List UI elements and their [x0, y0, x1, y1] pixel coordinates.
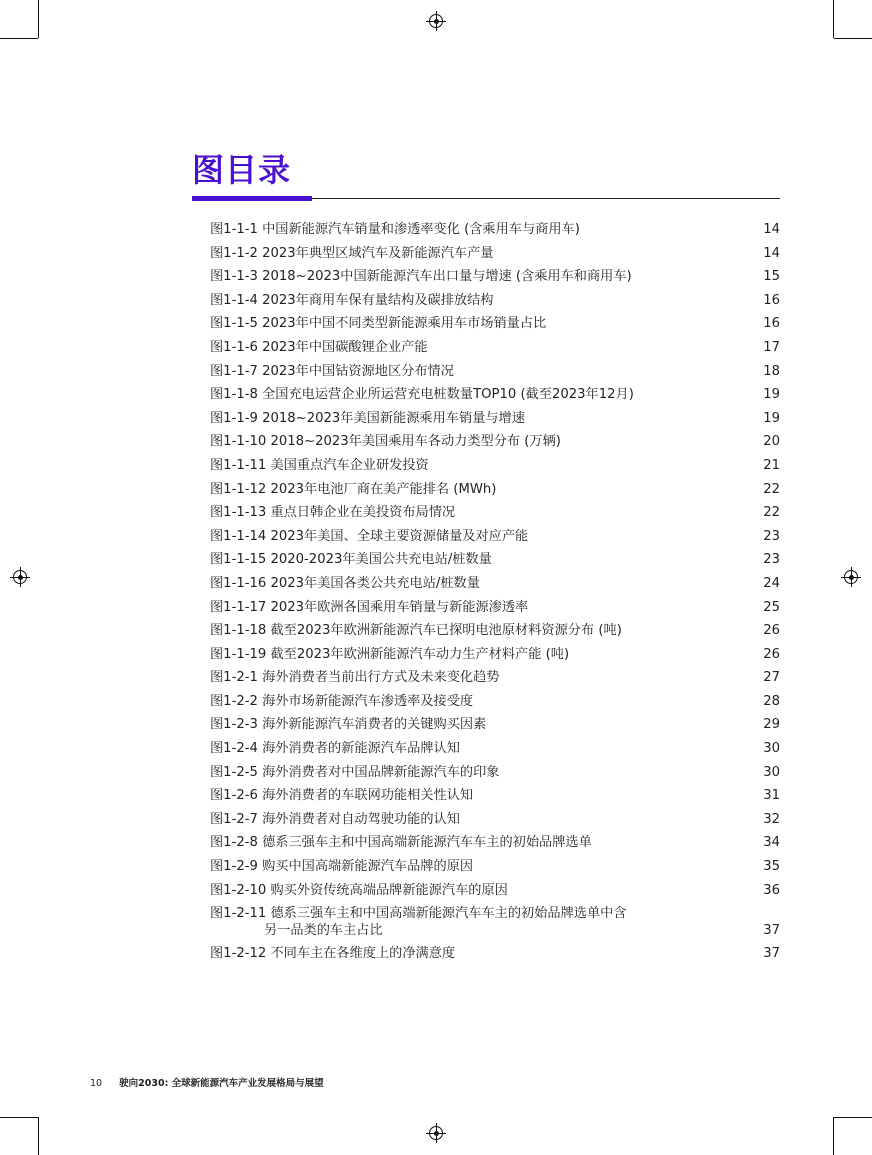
toc-entry[interactable]: [210, 289, 780, 313]
registration-mark-icon: [844, 570, 858, 584]
toc-entry-title: 2018~2023年美国新能源乘用车销量与增速: [262, 410, 525, 426]
toc-entry-number: 图1-2-9: [210, 859, 258, 875]
title-accent-bar: [192, 196, 312, 201]
toc-entry[interactable]: [210, 525, 780, 549]
toc-entry-page: 26: [763, 623, 780, 639]
toc-entry-number: 图1-1-8: [210, 387, 258, 403]
toc-entry-page: 36: [763, 882, 780, 898]
toc-entry-page: 31: [763, 788, 780, 804]
toc-entry[interactable]: [210, 572, 780, 596]
toc-entry[interactable]: [210, 218, 780, 242]
toc-entry-number: 图1-2-8: [210, 835, 258, 851]
toc-entry-page: 18: [763, 363, 780, 379]
toc-entry[interactable]: [210, 383, 780, 407]
toc-entry-number: 图1-1-13: [210, 505, 267, 521]
toc-entry-title: 2023年美国、全球主要资源储量及对应产能: [270, 528, 529, 544]
toc-entry-number: 图1-2-7: [210, 811, 258, 827]
toc-entry-page: 34: [763, 835, 780, 851]
toc-entry-number: 图1-1-2: [210, 245, 258, 261]
toc-entry-label: [210, 407, 750, 431]
toc-entry-label: [210, 548, 750, 572]
toc-entry-label: [210, 478, 750, 502]
toc-entry[interactable]: [210, 454, 780, 478]
toc-entry-label: [210, 218, 750, 242]
toc-entry-page: 16: [763, 292, 780, 308]
toc-entry-page: 14: [763, 245, 780, 261]
toc-entry[interactable]: [210, 312, 780, 336]
toc-entry-label: [210, 572, 750, 596]
toc-entry-number: 图1-2-1: [210, 670, 258, 686]
toc-entry-title: 2023年典型区域汽车及新能源汽车产量: [262, 245, 494, 261]
toc-entry[interactable]: [210, 407, 780, 431]
registration-mark-icon: [429, 14, 443, 28]
toc-entry-page: 30: [763, 764, 780, 780]
registration-mark-icon: [13, 570, 27, 584]
toc-entry-number: 图1-2-3: [210, 717, 258, 733]
toc-entry-title: 2018~2023年美国乘用车各动力类型分布 (万辆): [270, 434, 561, 450]
toc-entry-label: [210, 336, 750, 360]
toc-entry-title: 重点日韩企业在美投资布局情况: [270, 505, 456, 521]
toc-entry-number: 图1-1-9: [210, 410, 258, 426]
toc-entry-label: [210, 713, 750, 737]
toc-entry-page: 28: [763, 693, 780, 709]
toc-entry-title: 购买中国高端新能源汽车品牌的原因: [262, 859, 474, 875]
toc-entry-title: 海外消费者对中国品牌新能源汽车的印象: [262, 764, 500, 780]
toc-entry-number: 图1-1-5: [210, 316, 258, 332]
toc-entry-page: 26: [763, 646, 780, 662]
toc-entry-page: 14: [763, 222, 780, 237]
toc-entry-number: 图1-1-17: [210, 599, 267, 615]
toc-entry-number: 图1-2-6: [210, 788, 258, 804]
registration-mark-icon: [429, 1126, 443, 1140]
toc-entry-number: 图1-1-4: [210, 292, 258, 308]
toc-entry-label: [210, 596, 750, 620]
toc-entry-page: 29: [763, 717, 780, 733]
toc-entry-number: 图1-1-18: [210, 623, 267, 639]
toc-entry-page: 22: [763, 481, 780, 497]
toc-entry-title: 2023年中国不同类型新能源乘用车市场销量占比: [262, 316, 547, 332]
toc-entry-title: 2023年电池厂商在美产能排名 (MWh): [270, 481, 497, 497]
toc-entry-label: [210, 831, 750, 855]
toc-entry-number: 图1-2-2: [210, 693, 258, 709]
toc-entry-number: 图1-2-5: [210, 764, 258, 780]
toc-entry[interactable]: [210, 643, 780, 667]
toc-entry-page: 20: [763, 434, 780, 450]
toc-entry-title: 2023年中国碳酸锂企业产能: [262, 339, 428, 355]
toc-entry[interactable]: [210, 831, 780, 855]
toc-entry[interactable]: [210, 336, 780, 360]
toc-entry-page: 23: [763, 528, 780, 544]
toc-entry-number: 图1-1-1: [210, 222, 258, 237]
toc-entry[interactable]: [210, 902, 780, 942]
toc-entry-number: 图1-1-14: [210, 528, 267, 544]
toc-entry-title: 美国重点汽车企业研发投资: [270, 457, 429, 473]
toc-entry-label: [210, 690, 750, 714]
toc-entry-number: 图1-1-16: [210, 575, 267, 591]
crop-mark-tr-h: [834, 38, 872, 39]
toc-entry-label: [210, 289, 750, 313]
toc-entry-number: 图1-1-12: [210, 481, 267, 497]
toc-entry-title: 中国新能源汽车销量和渗透率变化 (含乘用车与商用车): [262, 222, 580, 237]
toc-entry-title: 2023年商用车保有量结构及碳排放结构: [262, 292, 494, 308]
toc-entry-title: 海外新能源汽车消费者的关键购买因素: [262, 717, 487, 733]
page-footer: [90, 1075, 324, 1089]
toc-entry-title: 德系三强车主和中国高端新能源汽车车主的初始品牌选单: [262, 835, 592, 851]
toc-entry-title: 海外消费者对自动驾驶功能的认知: [262, 811, 460, 827]
toc-entry-page: 32: [763, 811, 780, 827]
toc-entry-page: 16: [763, 316, 780, 332]
toc-entry-label: [210, 242, 750, 266]
toc-entry[interactable]: [210, 879, 780, 903]
toc-entry-number: 图1-1-3: [210, 269, 258, 285]
toc-entry-title: 2018~2023中国新能源汽车出口量与增速 (含乘用车和商用车): [262, 269, 632, 285]
toc-entry-title: 截至2023年欧洲新能源汽车动力生产材料产能 (吨): [270, 646, 570, 662]
crop-mark-tr-v: [833, 0, 834, 38]
toc-entry-label: [210, 312, 750, 336]
toc-entry-title: 购买外资传统高端品牌新能源汽车的原因: [270, 882, 508, 898]
crop-mark-br-h: [834, 1117, 872, 1118]
toc-entry-title: 2023年美国各类公共充电站/桩数量: [270, 575, 480, 591]
toc-entry-page: 22: [763, 505, 780, 521]
toc-entry[interactable]: [210, 596, 780, 620]
toc-entry-label: [210, 360, 750, 384]
toc-entry[interactable]: [210, 808, 780, 832]
toc-entry-number: 图1-1-15: [210, 552, 267, 568]
toc-entry-title: 2020-2023年美国公共充电站/桩数量: [270, 552, 492, 568]
toc-entry-page: 15: [763, 269, 780, 285]
toc-entry-label: [210, 879, 750, 903]
toc-entry-page: 24: [763, 575, 780, 591]
toc-entry-label: [210, 666, 750, 690]
toc-entry-label: [210, 265, 750, 289]
toc-entry-page: 17: [763, 339, 780, 355]
toc-entry[interactable]: [210, 265, 780, 289]
toc-entry-number: 图1-1-6: [210, 339, 258, 355]
toc-entry-title: 2023年欧洲各国乘用车销量与新能源渗透率: [270, 599, 529, 615]
toc-entry-page: 37: [763, 922, 780, 938]
crop-mark-tl-h: [0, 38, 38, 39]
toc-entry-number: 图1-1-19: [210, 646, 267, 662]
toc-entry[interactable]: [210, 619, 780, 643]
toc-entry[interactable]: [210, 501, 780, 525]
footer-report-title: 驶向2030: 全球新能源汽车产业发展格局与展望: [119, 1078, 324, 1089]
toc-entry-title: 海外消费者的新能源汽车品牌认知: [262, 741, 460, 757]
toc-entry-label: [210, 501, 750, 525]
figure-list: [210, 218, 780, 966]
toc-entry-number: 图1-1-11: [210, 457, 267, 473]
toc-entry[interactable]: [210, 855, 780, 879]
toc-entry-page: 23: [763, 552, 780, 568]
toc-entry[interactable]: [210, 478, 780, 502]
toc-entry-label: [210, 808, 750, 832]
toc-entry-page: 35: [763, 859, 780, 875]
toc-entry-label: [210, 383, 750, 407]
toc-entry[interactable]: [210, 242, 780, 266]
toc-entry-number: 图1-1-7: [210, 363, 258, 379]
toc-entry-page: 30: [763, 741, 780, 757]
toc-entry-title: 海外市场新能源汽车渗透率及接受度: [262, 693, 474, 709]
toc-entry-title: 海外消费者当前出行方式及未来变化趋势: [262, 670, 500, 686]
toc-entry[interactable]: [210, 360, 780, 384]
toc-entry-page: 25: [763, 599, 780, 615]
toc-entry-title: 海外消费者的车联网功能相关性认知: [262, 788, 474, 804]
toc-entry[interactable]: [210, 713, 780, 737]
toc-entry-number: 图1-2-4: [210, 741, 258, 757]
toc-entry-title: 德系三强车主和中国高端新能源汽车车主的初始品牌选单中含: [270, 906, 627, 922]
toc-entry[interactable]: [210, 761, 780, 785]
toc-entry-label: [210, 855, 750, 879]
toc-entry-title: 全国充电运营企业所运营充电桩数量TOP10 (截至2023年12月): [262, 387, 634, 403]
toc-entry-label: [210, 784, 750, 808]
toc-entry-label: [210, 942, 750, 966]
crop-mark-bl-h: [0, 1117, 38, 1118]
toc-entry[interactable]: [210, 784, 780, 808]
toc-entry[interactable]: [210, 548, 780, 572]
toc-entry[interactable]: [210, 690, 780, 714]
toc-entry[interactable]: [210, 430, 780, 454]
toc-entry-page: 19: [763, 387, 780, 403]
toc-entry-title: 不同车主在各维度上的净满意度: [270, 946, 456, 962]
footer-page-number: 10: [90, 1078, 103, 1089]
toc-entry-label: [210, 430, 750, 454]
toc-entry-label: [210, 454, 750, 478]
crop-mark-tl-v: [38, 0, 39, 38]
toc-entry-label: [210, 761, 750, 785]
toc-entry-label: [210, 525, 750, 549]
toc-entry-page: 19: [763, 410, 780, 426]
crop-mark-br-v: [833, 1117, 834, 1155]
toc-entry-page: 37: [763, 946, 780, 962]
toc-entry-title: 2023年中国钴资源地区分布情况: [262, 363, 454, 379]
toc-entry-label: [210, 737, 750, 761]
crop-mark-bl-v: [38, 1117, 39, 1155]
toc-entry-title: 截至2023年欧洲新能源汽车已探明电池原材料资源分布 (吨): [270, 623, 622, 639]
toc-entry-number: 图1-1-10: [210, 434, 267, 450]
toc-entry-page: 27: [763, 670, 780, 686]
toc-entry-number: 图1-2-12: [210, 946, 267, 962]
toc-entry-label: [210, 619, 750, 643]
toc-entry-number: 图1-2-10: [210, 882, 267, 898]
toc-entry[interactable]: [210, 942, 780, 966]
toc-entry-number: 图1-2-11: [210, 906, 267, 922]
toc-entry[interactable]: [210, 737, 780, 761]
toc-entry[interactable]: [210, 666, 780, 690]
page-title: 图目录: [192, 151, 292, 189]
toc-entry-label: [210, 643, 750, 667]
toc-entry-page: 21: [763, 457, 780, 473]
toc-entry-title-continued: 另一品类的车主占比: [264, 922, 383, 938]
